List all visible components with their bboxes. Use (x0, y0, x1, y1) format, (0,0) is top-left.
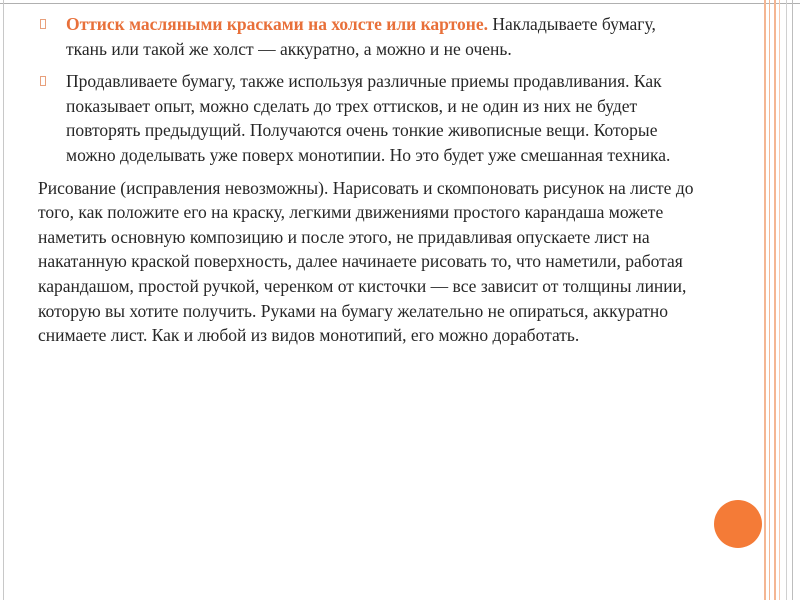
decorative-bar (774, 0, 776, 600)
bullet-lead: Оттиск масляными красками на холсте или картоне. (66, 14, 489, 34)
bullet-item (38, 69, 698, 167)
frame-top-line (0, 3, 800, 4)
bullet-item (38, 12, 698, 61)
square-bullet-icon (40, 76, 46, 86)
decorative-bar (764, 0, 766, 600)
bullet-text: Продавливаете бумагу, также используя различные приемы продавливания. Как показывает опыт, можно сделать до трех оттисков, и не один из них не будет повторять предыдущий. Получаются очень тонкие живописные вещи. Которые можно доделывать уже поверх монотипии. Но это будет уже смешанная техника. (66, 71, 671, 165)
slide-content (38, 12, 698, 348)
frame-left-line (3, 0, 4, 600)
decorative-bar (792, 0, 793, 600)
decorative-bar (786, 0, 787, 600)
square-bullet-icon (40, 19, 46, 29)
bullet-text: Накладываете бумагу, ткань или такой же холст — аккуратно, а можно и не очень. (66, 14, 656, 59)
decorative-bar (779, 0, 780, 600)
decorative-bar (769, 0, 770, 600)
accent-circle (714, 500, 762, 548)
body-paragraph: Рисование (исправления невозможны). Нарисовать и скомпоновать рисунок на листе до того, как положите его на краску, легкими движениями простого карандаша можете наметить основную композицию и после этого, не придавливая опускаете лист на накатанную краской поверхность, далее начинаете рисовать то, что наметили, работая карандашом, простой ручкой, черенком от кисточки — все зависит от толщины линии, которую вы хотите получить. Руками на бумагу желательно не опираться, аккуратно снимаете лист. Как и любой из видов монотипий, его можно доработать. (38, 177, 694, 346)
